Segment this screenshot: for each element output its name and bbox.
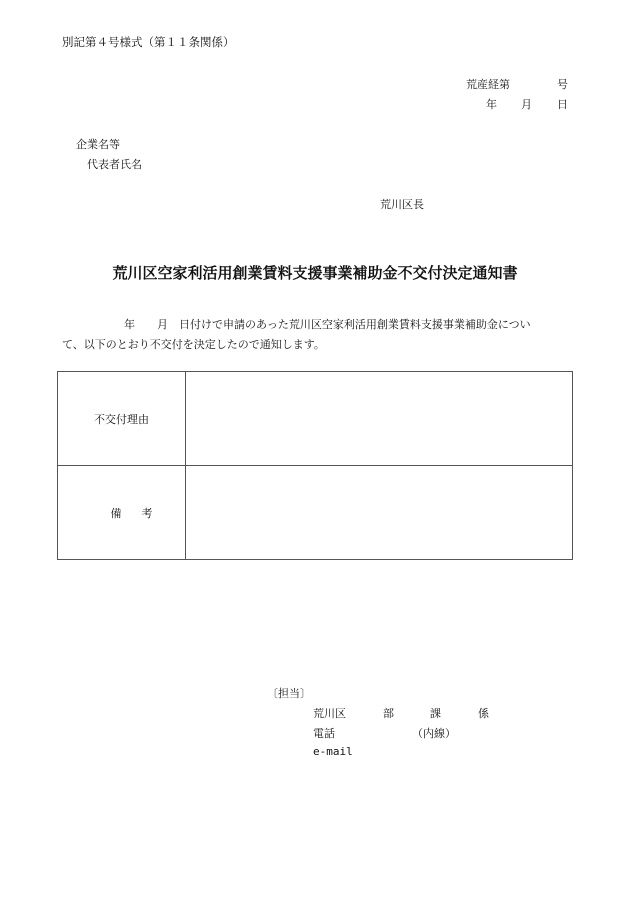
form-number-label: 別記第４号様式（第１１条関係） bbox=[62, 35, 235, 49]
table-row bbox=[58, 372, 573, 466]
body-month: 月 bbox=[157, 318, 168, 331]
document-title: 荒川区空家利活用創業賃料支援事業補助金不交付決定通知書 bbox=[112, 264, 518, 282]
body-text-line1: 日付けで申請のあった荒川区空家利活用創業賃料支援事業補助金につい bbox=[179, 318, 531, 331]
contact-unit: 係 bbox=[478, 707, 489, 720]
body-text-line2: て、以下のとおり不交付を決定したので通知します。 bbox=[62, 338, 325, 351]
issuer-name: 荒川区長 bbox=[380, 198, 424, 211]
issue-date-month: 月 bbox=[521, 98, 532, 111]
remarks-label-char2: 考 bbox=[141, 506, 153, 520]
remarks-value bbox=[186, 466, 573, 560]
contact-extension-label: （内線） bbox=[412, 727, 456, 740]
contact-tel-label: 電話 bbox=[313, 727, 335, 740]
body-year: 年 bbox=[124, 318, 135, 331]
document-number-suffix: 号 bbox=[557, 78, 568, 91]
contact-heading: 〔担当〕 bbox=[267, 687, 311, 700]
recipient-company: 企業名等 bbox=[76, 138, 120, 151]
contact-email-label: e-mail bbox=[313, 745, 353, 758]
reason-label: 不交付理由 bbox=[58, 372, 186, 466]
contact-ward: 荒川区 bbox=[313, 707, 346, 720]
decision-table bbox=[57, 371, 573, 560]
contact-dept: 部 bbox=[383, 707, 394, 720]
remarks-label bbox=[58, 466, 186, 560]
document-number-label: 荒産経第 bbox=[466, 78, 510, 91]
recipient-representative: 代表者氏名 bbox=[87, 158, 142, 171]
contact-section: 課 bbox=[430, 707, 441, 720]
reason-value bbox=[186, 372, 573, 466]
issue-date-day: 日 bbox=[557, 98, 568, 111]
table-row bbox=[58, 466, 573, 560]
issue-date-year: 年 bbox=[486, 98, 497, 111]
remarks-label-char1: 備 bbox=[110, 506, 122, 520]
